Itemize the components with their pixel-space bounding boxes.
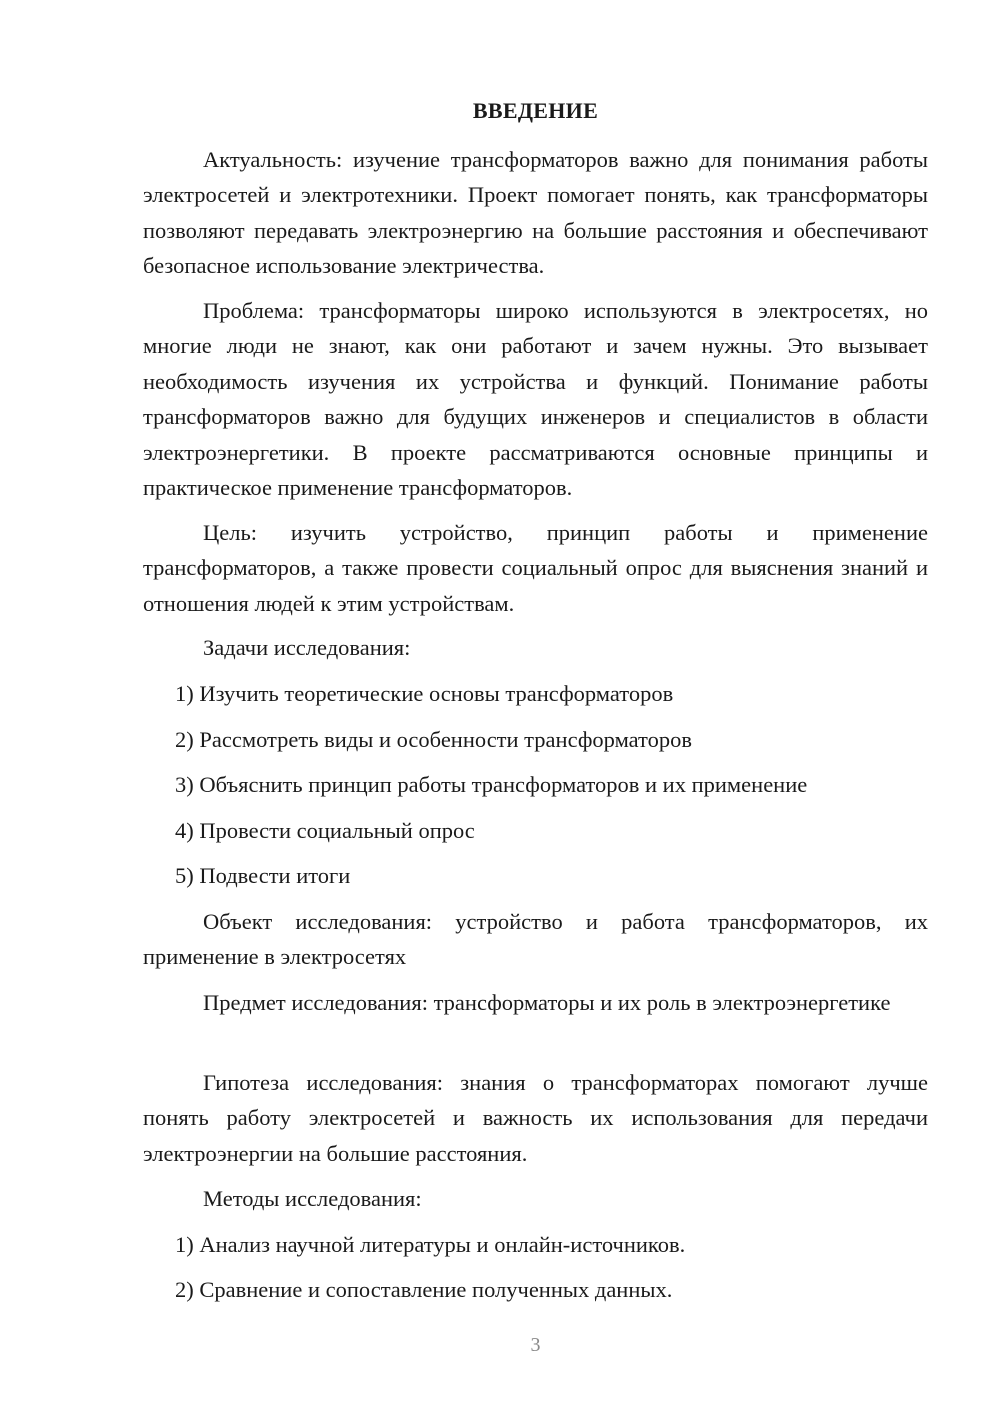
method-item: 2) Сравнение и сопоставление полученных данных.	[175, 1277, 673, 1302]
page-number: 3	[530, 1334, 541, 1356]
task-item: 1) Изучить теоретические основы трансформаторов	[175, 681, 674, 706]
goal-paragraph: Цель: изучить устройство, принцип работы и применение трансформаторов, а также провести социальный опрос для выяснения знаний и отношения людей к этим устройствам.	[143, 520, 928, 616]
object-paragraph: Объект исследования: устройство и работа трансформаторов, их применение в электросетях	[143, 909, 928, 970]
task-item: 2) Рассмотреть виды и особенности трансформаторов	[175, 727, 692, 752]
tasks-heading: Задачи исследования:	[203, 635, 411, 660]
relevance-paragraph: Актуальность: изучение трансформаторов важно для понимания работы электросетей и электротехники. Проект помогает понять, как трансформаторы позволяют передавать электроэнергию на большие расстояния и обеспечивают безопасное использование электричества.	[143, 147, 928, 279]
methods-heading: Методы исследования:	[203, 1186, 422, 1211]
hypothesis-paragraph: Гипотеза исследования: знания о трансформаторах помогают лучше понять работу электросетей и важность их использования для передачи электроэнергии на большие расстояния.	[143, 1070, 928, 1166]
page-title: ВВЕДЕНИЕ	[472, 98, 599, 123]
method-item: 1) Анализ научной литературы и онлайн-источников.	[175, 1232, 686, 1257]
problem-paragraph: Проблема: трансформаторы широко используются в электросетях, но многие люди не знают, как они работают и зачем нужны. Это вызывает необходимость изучения их устройства и функций. Понимание работы трансформаторов важно для будущих инженеров и специалистов в области электроэнергетики. В проекте рассматриваются основные принципы и практическое применение трансформаторов.	[143, 298, 928, 501]
subject-paragraph: Предмет исследования: трансформаторы и их роль в электроэнергетике	[203, 990, 891, 1015]
document-page	[143, 0, 928, 1414]
task-item: 5) Подвести итоги	[175, 863, 351, 888]
task-item: 3) Объяснить принцип работы трансформаторов и их применение	[175, 772, 808, 797]
task-item: 4) Провести социальный опрос	[175, 818, 475, 843]
